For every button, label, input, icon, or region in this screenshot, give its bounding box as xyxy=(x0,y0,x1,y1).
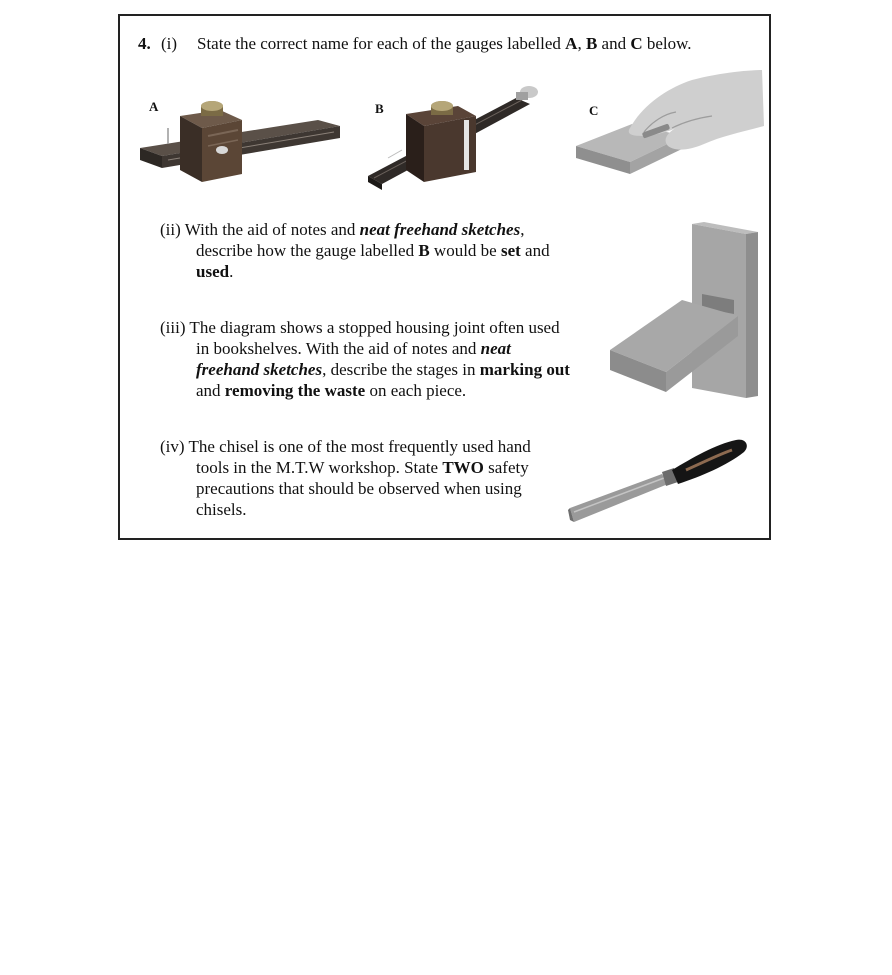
part-i-text: State the correct name for each of the gauges labelled A, B and C below. xyxy=(197,34,692,53)
marking-gauge-image xyxy=(138,86,343,186)
part-iv-line-2: tools in the M.T.W workshop. State TWO safety xyxy=(196,458,529,477)
finger-gauge-image xyxy=(572,66,767,181)
part-i-label: (i) xyxy=(161,34,178,53)
part-ii-line-2: describe how the gauge labelled B would be set and xyxy=(196,241,550,260)
part-iii-line-4: and removing the waste on each piece. xyxy=(196,381,467,400)
mortise-gauge-image xyxy=(366,76,566,191)
gauge-c-label: C xyxy=(589,103,599,118)
part-ii-line-3: used. xyxy=(196,262,234,281)
part-iii-line-3: freehand sketches, describe the stages in marking out xyxy=(196,360,570,379)
gauge-a-label: A xyxy=(149,99,159,114)
part-iv-line-4: chisels. xyxy=(196,500,247,519)
part-iv-line-1: (iv) The chisel is one of the most frequently used hand xyxy=(160,437,531,456)
question-number: 4. xyxy=(138,34,151,53)
part-iii-line-1: (iii) The diagram shows a stopped housing joint often used xyxy=(160,318,560,337)
part-iv-line-3: precautions that should be observed when using xyxy=(196,479,522,498)
gauge-b-label: B xyxy=(375,101,384,116)
chisel-image xyxy=(566,436,750,526)
part-iii-line-2: in bookshelves. With the aid of notes and neat xyxy=(196,339,511,358)
stopped-housing-joint-image xyxy=(606,220,762,402)
question-frame xyxy=(118,14,771,540)
part-ii-line-1: (ii) With the aid of notes and neat freehand sketches, xyxy=(160,220,525,239)
